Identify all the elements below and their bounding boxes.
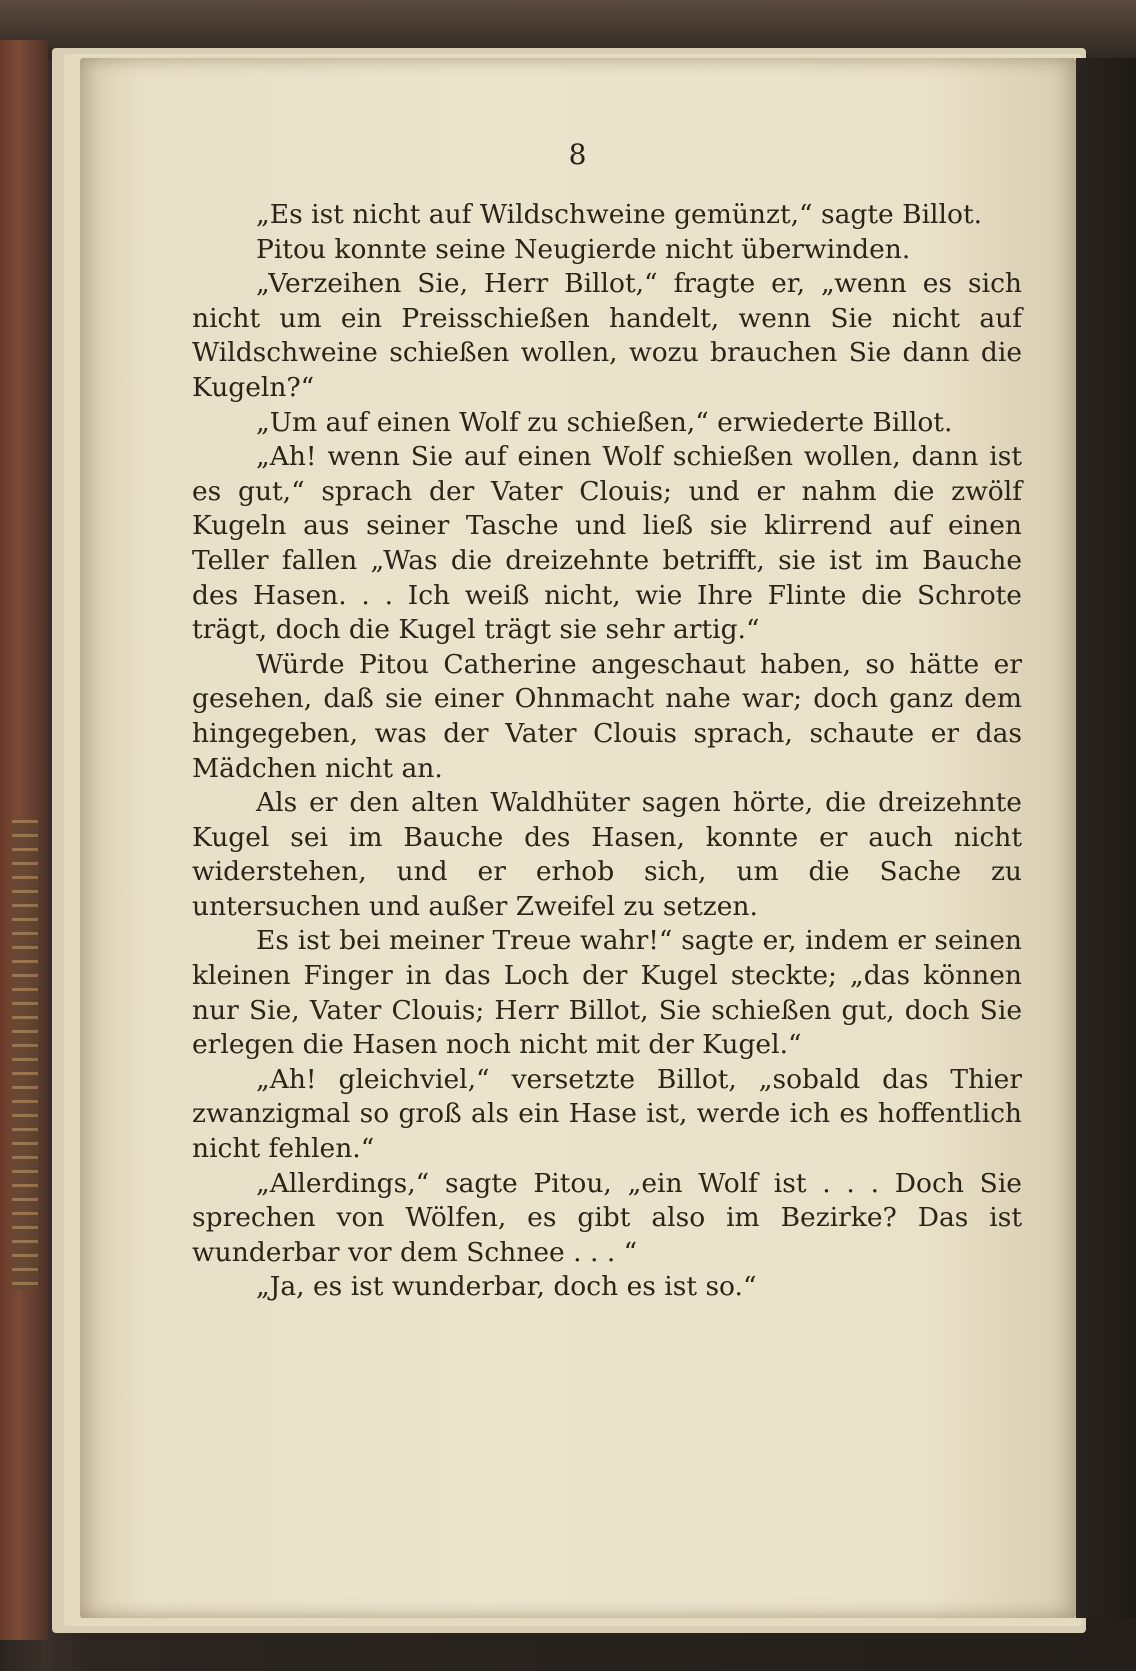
paragraph: „Um auf einen Wolf zu schießen,“ erwiederte Billot. (256, 406, 953, 438)
paragraph: Pitou konnte seine Neugierde nicht überwinden. (256, 233, 911, 265)
spine-ornament (12, 820, 38, 1290)
paragraph: „Ah! wenn Sie auf einen Wolf schießen wollen, dann ist es gut,“ sprach der Vater Clouis; und er nahm die zwölf Kugeln aus seiner Tasche und ließ sie klirrend auf einen Teller fallen „Was die dreizehnte betrifft, sie ist im Bauche des Hasen. . . Ich weiß nicht, wie Ihre Flinte die Schrote trägt, doch die Kugel trägt sie sehr artig.“ (192, 441, 1022, 646)
page-number: 8 (568, 138, 588, 171)
paragraph: Es ist bei meiner Treue wahr!“ sagte er, indem er seinen kleinen Finger in das Loch der Kugel steckte; „das können nur Sie, Vater Clouis; Herr Billot, Sie schießen gut, doch Sie erlegen die Hasen noch nicht mit der Kugel.“ (192, 925, 1022, 1061)
right-page-shadow (1076, 58, 1136, 1618)
page-text (192, 198, 1022, 1305)
paragraph: Als er den alten Waldhüter sagen hörte, die dreizehnte Kugel sei im Bauche des Hasen, konnte er auch nicht widerstehen, und er erhob sich, um die Sache zu untersuchen und außer Zweifel zu setzen. (192, 787, 1022, 922)
paragraph: Würde Pitou Catherine angeschaut haben, so hätte er gesehen, daß sie einer Ohnmacht nahe war; doch ganz dem hingegeben, was der Vater Clouis sprach, schaute er das Mädchen nicht an. (192, 648, 1022, 784)
book-page (80, 58, 1076, 1618)
paragraph: „Es ist nicht auf Wildschweine gemünzt,“ sagte Billot. (256, 199, 983, 230)
paragraph: „Allerdings,“ sagte Pitou, „ein Wolf ist . . . Doch Sie sprechen von Wölfen, es gibt also im Bezirke? Das ist wunderbar vor dem Schnee . . . “ (192, 1167, 1022, 1268)
paragraph: „Ja, es ist wunderbar, doch es ist so.“ (256, 1271, 757, 1303)
paragraph: „Verzeihen Sie, Herr Billot,“ fragte er, „wenn es sich nicht um ein Preisschießen handelt, wenn Sie nicht auf Wildschweine schießen wollen, wozu brauchen Sie dann die Kugeln?“ (192, 268, 1022, 403)
paragraph: „Ah! gleichviel,“ versetzte Billot, „sobald das Thier zwanzigmal so groß als ein Hase ist, werde ich es hoffentlich nicht fehlen.“ (192, 1063, 1022, 1165)
